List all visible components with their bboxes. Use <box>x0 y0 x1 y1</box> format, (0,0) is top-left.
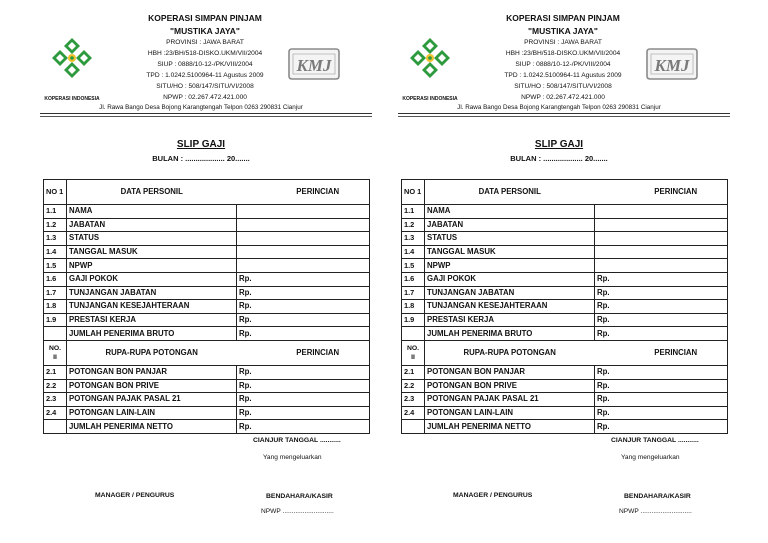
row-number: 2.2 <box>44 379 67 393</box>
row-currency <box>237 205 267 219</box>
row-number: 2.3 <box>402 393 425 407</box>
table-row <box>402 286 728 300</box>
row-currency: Rp. <box>237 313 267 327</box>
row-number: 1.9 <box>402 313 425 327</box>
org-situ: SITU/HO : 508/147/SITU/VI/2008 <box>514 83 612 90</box>
col-blank <box>595 340 625 365</box>
row-amount <box>625 205 728 219</box>
header-divider <box>40 113 372 114</box>
table-row <box>44 286 370 300</box>
table-row <box>44 313 370 327</box>
table-row <box>402 218 728 232</box>
row-currency: Rp. <box>595 272 625 286</box>
kmj-logo <box>286 46 342 82</box>
row-amount <box>267 393 370 407</box>
row-amount <box>625 272 728 286</box>
row-label: TUNJANGAN JABATAN <box>67 286 237 300</box>
row-number: 1.4 <box>402 245 425 259</box>
org-tpd: TPD : 1.0242.5100964-11 Agustus 2009 <box>146 72 264 79</box>
col-perincian: PERINCIAN <box>267 340 370 365</box>
row-amount <box>267 259 370 273</box>
row-amount <box>625 218 728 232</box>
header-divider-thin <box>40 116 372 117</box>
row-amount <box>625 420 728 434</box>
row-currency: Rp. <box>595 300 625 314</box>
row-label: POTONGAN BON PANJAR <box>67 365 237 379</box>
org-type: KOPERASI SIMPAN PINJAM <box>148 13 262 23</box>
row-amount <box>625 286 728 300</box>
row-number <box>402 327 425 341</box>
salary-table <box>401 179 728 434</box>
col-data-personil: DATA PERSONIL <box>425 180 595 205</box>
row-number: 1.8 <box>44 300 67 314</box>
col-no-ii <box>402 340 425 365</box>
col-no-ii-b: II <box>53 353 57 361</box>
col-no-ii-a: NO. <box>406 344 420 352</box>
row-amount <box>267 205 370 219</box>
row-label: TANGGAL MASUK <box>67 245 237 259</box>
col-blank <box>237 340 267 365</box>
row-number: 2.4 <box>402 406 425 420</box>
row-number: 1.2 <box>44 218 67 232</box>
row-label: JUMLAH PENERIMA BRUTO <box>425 327 595 341</box>
header-divider <box>398 113 730 114</box>
salary-table <box>43 179 370 434</box>
row-label: GAJI POKOK <box>425 272 595 286</box>
row-amount <box>625 393 728 407</box>
table-row <box>44 259 370 273</box>
row-amount <box>267 218 370 232</box>
col-data-personil: DATA PERSONIL <box>67 180 237 205</box>
salary-slip-left <box>30 0 372 543</box>
cashier-npwp: NPWP ............................ <box>261 508 334 515</box>
row-number: 2.1 <box>402 365 425 379</box>
table-row <box>402 205 728 219</box>
table-row <box>44 272 370 286</box>
row-number: 1.7 <box>44 286 67 300</box>
row-number: 1.3 <box>44 232 67 246</box>
org-name: "MUSTIKA JAYA" <box>170 26 240 36</box>
slip-title: SLIP GAJI <box>534 139 584 150</box>
row-label: NPWP <box>425 259 595 273</box>
row-amount <box>625 379 728 393</box>
org-situ: SITU/HO : 508/147/SITU/VI/2008 <box>156 83 254 90</box>
row-label: PRESTASI KERJA <box>67 313 237 327</box>
table-header-potongan <box>402 340 728 365</box>
row-currency: Rp. <box>237 327 267 341</box>
row-number: 1.6 <box>44 272 67 286</box>
row-label: STATUS <box>67 232 237 246</box>
col-blank <box>237 180 267 205</box>
header-divider-thin <box>398 116 730 117</box>
row-currency: Rp. <box>595 313 625 327</box>
row-amount <box>267 286 370 300</box>
row-number: 1.2 <box>402 218 425 232</box>
table-row <box>44 406 370 420</box>
row-number: 1.7 <box>402 286 425 300</box>
col-perincian: PERINCIAN <box>267 180 370 205</box>
table-row <box>402 313 728 327</box>
row-currency: Rp. <box>237 286 267 300</box>
table-row <box>402 420 728 434</box>
table-row <box>402 406 728 420</box>
row-currency: Rp. <box>595 406 625 420</box>
row-amount <box>267 232 370 246</box>
table-row <box>44 245 370 259</box>
signature-cashier: BENDAHARA/KASIR <box>624 493 691 500</box>
table-row <box>44 393 370 407</box>
row-label: POTONGAN LAIN-LAIN <box>425 406 595 420</box>
row-currency <box>237 232 267 246</box>
row-currency: Rp. <box>237 379 267 393</box>
row-label: POTONGAN BON PRIVE <box>67 379 237 393</box>
row-number: 2.4 <box>44 406 67 420</box>
row-label: POTONGAN BON PANJAR <box>425 365 595 379</box>
row-currency: Rp. <box>595 379 625 393</box>
table-row <box>402 379 728 393</box>
table-row <box>402 300 728 314</box>
kmj-logo <box>644 46 700 82</box>
row-amount <box>625 259 728 273</box>
row-number <box>44 420 67 434</box>
table-row <box>44 218 370 232</box>
row-number: 2.2 <box>402 379 425 393</box>
table-row <box>44 327 370 341</box>
row-currency <box>237 245 267 259</box>
table-row <box>44 379 370 393</box>
row-number: 1.3 <box>402 232 425 246</box>
table-row <box>44 300 370 314</box>
row-amount <box>267 420 370 434</box>
row-number: 1.4 <box>44 245 67 259</box>
row-label: TUNJANGAN JABATAN <box>425 286 595 300</box>
row-currency: Rp. <box>595 420 625 434</box>
table-row <box>402 245 728 259</box>
org-type: KOPERASI SIMPAN PINJAM <box>506 13 620 23</box>
table-row <box>44 420 370 434</box>
col-blank <box>595 180 625 205</box>
row-amount <box>267 406 370 420</box>
row-label: JUMLAH PENERIMA BRUTO <box>67 327 237 341</box>
row-currency <box>595 205 625 219</box>
row-currency <box>595 259 625 273</box>
row-amount <box>267 327 370 341</box>
row-label: PRESTASI KERJA <box>425 313 595 327</box>
row-amount <box>267 245 370 259</box>
row-label: POTONGAN LAIN-LAIN <box>67 406 237 420</box>
col-perincian: PERINCIAN <box>625 340 728 365</box>
logo-caption: KOPERASI INDONESIA <box>402 96 458 102</box>
row-label: JUMLAH PENERIMA NETTO <box>425 420 595 434</box>
kmj-text: KMJ <box>654 56 690 75</box>
table-row <box>44 365 370 379</box>
col-rupa-potongan: RUPA-RUPA POTONGAN <box>425 340 595 365</box>
org-name: "MUSTIKA JAYA" <box>528 26 598 36</box>
row-currency: Rp. <box>595 327 625 341</box>
org-bh: HBH :23/BH/518-DISKO.UKM/VII/2004 <box>147 50 263 57</box>
row-label: POTONGAN PAJAK PASAL 21 <box>67 393 237 407</box>
col-no: NO 1 <box>402 180 425 205</box>
row-currency: Rp. <box>237 300 267 314</box>
row-number: 1.1 <box>402 205 425 219</box>
signature-manager: MANAGER / PENGURUS <box>95 492 175 499</box>
row-currency: Rp. <box>237 393 267 407</box>
org-npwp: NPWP : 02.267.472.421.000 <box>521 94 605 101</box>
row-amount <box>625 300 728 314</box>
row-currency: Rp. <box>595 393 625 407</box>
table-row <box>402 365 728 379</box>
row-number <box>44 327 67 341</box>
row-number: 1.9 <box>44 313 67 327</box>
kmj-text: KMJ <box>296 56 332 75</box>
org-bh: HBH :23/BH/518-DISKO.UKM/VII/2004 <box>505 50 621 57</box>
footer-issuer: Yang mengeluarkan <box>621 454 680 461</box>
org-address: Jl. Rawa Bango Desa Bojong Karangtengah Telpon 0263 290831 Cianjur <box>457 104 661 111</box>
row-amount <box>267 379 370 393</box>
row-currency <box>595 218 625 232</box>
col-no: NO 1 <box>44 180 67 205</box>
col-perincian: PERINCIAN <box>625 180 728 205</box>
row-currency: Rp. <box>595 365 625 379</box>
slip-month: BULAN : ................... 20....... <box>510 154 608 163</box>
row-label: GAJI POKOK <box>67 272 237 286</box>
signature-manager: MANAGER / PENGURUS <box>453 492 533 499</box>
koperasi-emblem-icon <box>408 36 452 80</box>
footer-issuer: Yang mengeluarkan <box>263 454 322 461</box>
row-label: POTONGAN BON PRIVE <box>425 379 595 393</box>
slip-title: SLIP GAJI <box>176 139 226 150</box>
org-province: PROVINSI : JAWA BARAT <box>524 39 602 46</box>
org-tpd: TPD : 1.0242.5100964-11 Agustus 2009 <box>504 72 622 79</box>
col-no-ii-b: II <box>411 353 415 361</box>
row-label: TUNJANGAN KESEJAHTERAAN <box>425 300 595 314</box>
koperasi-emblem-icon <box>50 36 94 80</box>
row-label: NAMA <box>425 205 595 219</box>
table-row <box>44 205 370 219</box>
row-amount <box>625 327 728 341</box>
col-no-ii <box>44 340 67 365</box>
row-amount <box>625 245 728 259</box>
row-amount <box>625 313 728 327</box>
table-row <box>402 259 728 273</box>
table-row <box>402 393 728 407</box>
row-currency: Rp. <box>595 286 625 300</box>
col-no-ii-a: NO. <box>48 344 62 352</box>
row-currency <box>595 232 625 246</box>
row-amount <box>267 272 370 286</box>
table-header-potongan <box>44 340 370 365</box>
row-number: 2.1 <box>44 365 67 379</box>
row-amount <box>625 232 728 246</box>
row-label: NPWP <box>67 259 237 273</box>
row-currency: Rp. <box>237 272 267 286</box>
row-currency: Rp. <box>237 365 267 379</box>
table-row <box>402 327 728 341</box>
row-currency: Rp. <box>237 406 267 420</box>
row-currency <box>237 218 267 232</box>
row-number: 1.5 <box>44 259 67 273</box>
row-currency <box>595 245 625 259</box>
table-row <box>402 232 728 246</box>
row-number: 2.3 <box>44 393 67 407</box>
row-label: POTONGAN PAJAK PASAL 21 <box>425 393 595 407</box>
row-amount <box>267 300 370 314</box>
slip-month: BULAN : ................... 20....... <box>152 154 250 163</box>
row-label: JABATAN <box>425 218 595 232</box>
row-amount <box>625 365 728 379</box>
row-currency: Rp. <box>237 420 267 434</box>
row-number: 1.8 <box>402 300 425 314</box>
row-label: STATUS <box>425 232 595 246</box>
row-label: JUMLAH PENERIMA NETTO <box>67 420 237 434</box>
footer-date: CIANJUR TANGGAL ........... <box>611 437 699 444</box>
logo-caption: KOPERASI INDONESIA <box>44 96 100 102</box>
row-amount <box>267 365 370 379</box>
row-label: TUNJANGAN KESEJAHTERAAN <box>67 300 237 314</box>
col-rupa-potongan: RUPA-RUPA POTONGAN <box>67 340 237 365</box>
row-number: 1.1 <box>44 205 67 219</box>
row-label: NAMA <box>67 205 237 219</box>
row-amount <box>267 313 370 327</box>
org-siup: SIUP : 0888/10-12-/PK/VIII/2004 <box>157 61 253 68</box>
table-header-personil <box>44 180 370 205</box>
footer-date: CIANJUR TANGGAL ........... <box>253 437 341 444</box>
row-currency <box>237 259 267 273</box>
row-number: 1.6 <box>402 272 425 286</box>
row-number <box>402 420 425 434</box>
table-row <box>402 272 728 286</box>
signature-cashier: BENDAHARA/KASIR <box>266 493 333 500</box>
org-address: Jl. Rawa Bango Desa Bojong Karangtengah Telpon 0263 290831 Cianjur <box>99 104 303 111</box>
row-label: JABATAN <box>67 218 237 232</box>
salary-slip-right <box>388 0 730 543</box>
cashier-npwp: NPWP ............................ <box>619 508 692 515</box>
org-province: PROVINSI : JAWA BARAT <box>166 39 244 46</box>
org-siup: SIUP : 0888/10-12-/PK/VIII/2004 <box>515 61 611 68</box>
table-row <box>44 232 370 246</box>
row-number: 1.5 <box>402 259 425 273</box>
org-npwp: NPWP : 02.267.472.421.000 <box>163 94 247 101</box>
row-amount <box>625 406 728 420</box>
table-header-personil <box>402 180 728 205</box>
row-label: TANGGAL MASUK <box>425 245 595 259</box>
